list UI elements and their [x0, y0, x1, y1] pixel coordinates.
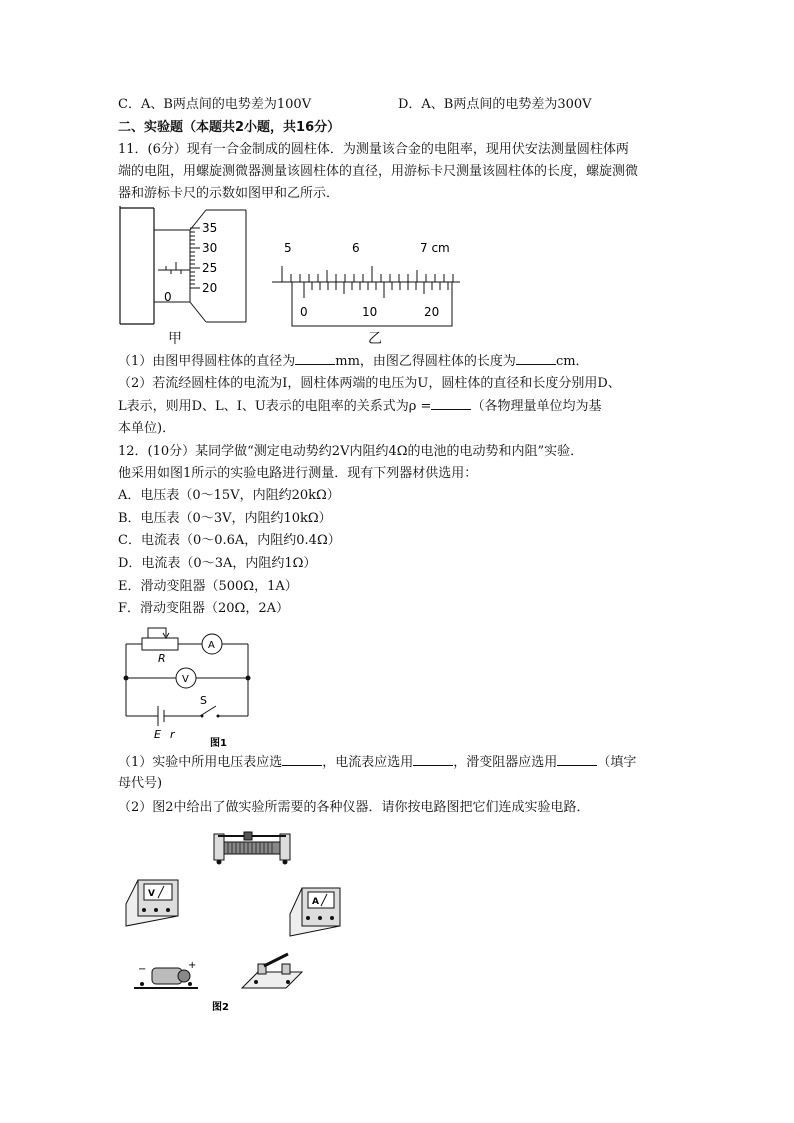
q10-option-d: D．A、B两点间的电势差为300V [398, 97, 592, 112]
q12-sub2: （2）图2中给出了做实验所需要的各种仪器．请你按电路图把它们连成实验电路． [118, 800, 590, 815]
q12-sub1-line1 [118, 753, 636, 772]
q12-sub1-line2: 母代号) [118, 776, 163, 791]
micrometer-label-25: 25 [202, 261, 218, 275]
q11-sub1-text-c: cm． [555, 354, 589, 369]
figure2-instruments [118, 826, 358, 1016]
figure2-caption: 图2 [212, 1002, 229, 1013]
q12-stem-line2: 他采用如图1所示的实验电路进行测量．现有下列器材供选用： [118, 466, 478, 481]
q12-option-c: C．电流表（0～0.6A，内阻约0.4Ω） [118, 533, 341, 548]
q12-sub1-text-d: （填字 [597, 755, 637, 770]
caliper-vernier-10: 10 [362, 305, 378, 319]
q12-answer-blank-rheostat [557, 753, 597, 766]
caliper-main-5: 5 [284, 241, 292, 255]
q10-option-c: C．A、B两点间的电势差为100V [118, 97, 312, 112]
q12-sub1-text-b: ，电流表应选用 [322, 755, 414, 770]
q11-answer-blank-resistivity [431, 397, 471, 410]
circuit-switch-label: S [200, 694, 207, 707]
q12-sub1-text-a: （1）实验中所用电压表应选 [118, 755, 283, 770]
caliper-vernier-0: 0 [300, 305, 308, 319]
q11-sub2-text-b: （各物理量单位均为基 [471, 399, 602, 414]
caliper-figure [268, 236, 468, 336]
caliper-main-6: 6 [352, 241, 360, 255]
circuit-emf-label: E [154, 728, 161, 741]
figure-label-yi: 乙 [368, 331, 382, 347]
q11-sub2-line2 [118, 397, 601, 416]
q11-sub2-line1: （2）若流经圆柱体的电流为I，圆柱体两端的电压为U，圆柱体的直径和长度分别用D、 [118, 376, 621, 391]
q12-option-a: A．电压表（0～15V，内阻约20kΩ） [118, 488, 340, 503]
q11-sub1-text-b: mm，由图乙得圆柱体的长度为 [335, 354, 516, 369]
section-title: 二、实验题（本题共2小题，共16分） [118, 120, 341, 135]
q12-option-e: E．滑动变阻器（500Ω，1A） [118, 579, 298, 594]
q12-option-d: D．电流表（0～3A，内阻约1Ω） [118, 556, 317, 571]
switch-icon [242, 954, 302, 988]
micrometer-zero-label: 0 [164, 290, 172, 304]
rheostat-icon [214, 832, 290, 865]
figure-label-jia: 甲 [168, 331, 182, 347]
q12-option-f: F．滑动变阻器（20Ω，2A） [118, 601, 289, 616]
battery-minus-label: − [138, 964, 147, 975]
q11-stem-line2: 端的电阻，用螺旋测微器测量该圆柱体的直径，用游标卡尺测量该圆柱体的长度，螺旋测微 [118, 164, 639, 179]
battery-plus-label: + [188, 960, 197, 971]
ammeter-label: A [312, 897, 319, 907]
caliper-vernier-20: 20 [424, 305, 440, 319]
q12-answer-blank-ammeter [413, 753, 453, 766]
q11-sub2-text-a: L表示，则用D、L、I、U表示的电阻率的关系式为ρ = [118, 399, 432, 414]
figure1-caption: 图1 [210, 738, 227, 749]
voltmeter-label: V [148, 889, 155, 899]
q11-stem-line1: 11．(6分）现有一合金制成的圆柱体．为测量该合金的电阻率，现用伏安法测量圆柱体两 [118, 142, 629, 157]
q12-option-b: B．电压表（0～3V，内阻约10kΩ） [118, 511, 332, 526]
micrometer-label-20: 20 [202, 281, 218, 295]
voltmeter-icon [126, 880, 178, 926]
circuit-internal-r-label: r [170, 728, 175, 741]
q11-sub1-text-a: （1）由图甲得圆柱体的直径为 [118, 354, 296, 369]
micrometer-label-35: 35 [202, 221, 218, 235]
battery-icon [134, 960, 198, 988]
micrometer-figure [118, 206, 258, 346]
q11-answer-blank-length [516, 352, 556, 365]
caliper-main-7cm: 7 cm [420, 241, 450, 255]
circuit-diagram [118, 620, 258, 750]
micrometer-label-30: 30 [202, 241, 218, 255]
q11-answer-blank-diameter [295, 352, 335, 365]
q11-sub1 [118, 352, 589, 371]
circuit-voltmeter-label: V [182, 674, 189, 685]
q11-stem-line3: 器和游标卡尺的示数如图甲和乙所示． [118, 186, 340, 201]
q11-sub2-line3: 本单位)． [118, 421, 176, 436]
q12-answer-blank-voltmeter [282, 753, 322, 766]
circuit-ammeter-label: A [208, 640, 215, 651]
ammeter-icon [290, 888, 340, 936]
q12-sub1-text-c: ，滑变阻器应选用 [453, 755, 558, 770]
circuit-label-r: R [158, 652, 166, 665]
q12-stem-line1: 12．(10分）某同学做“测定电动势约2V内阻约4Ω的电池的电动势和内阻”实验． [118, 444, 584, 459]
